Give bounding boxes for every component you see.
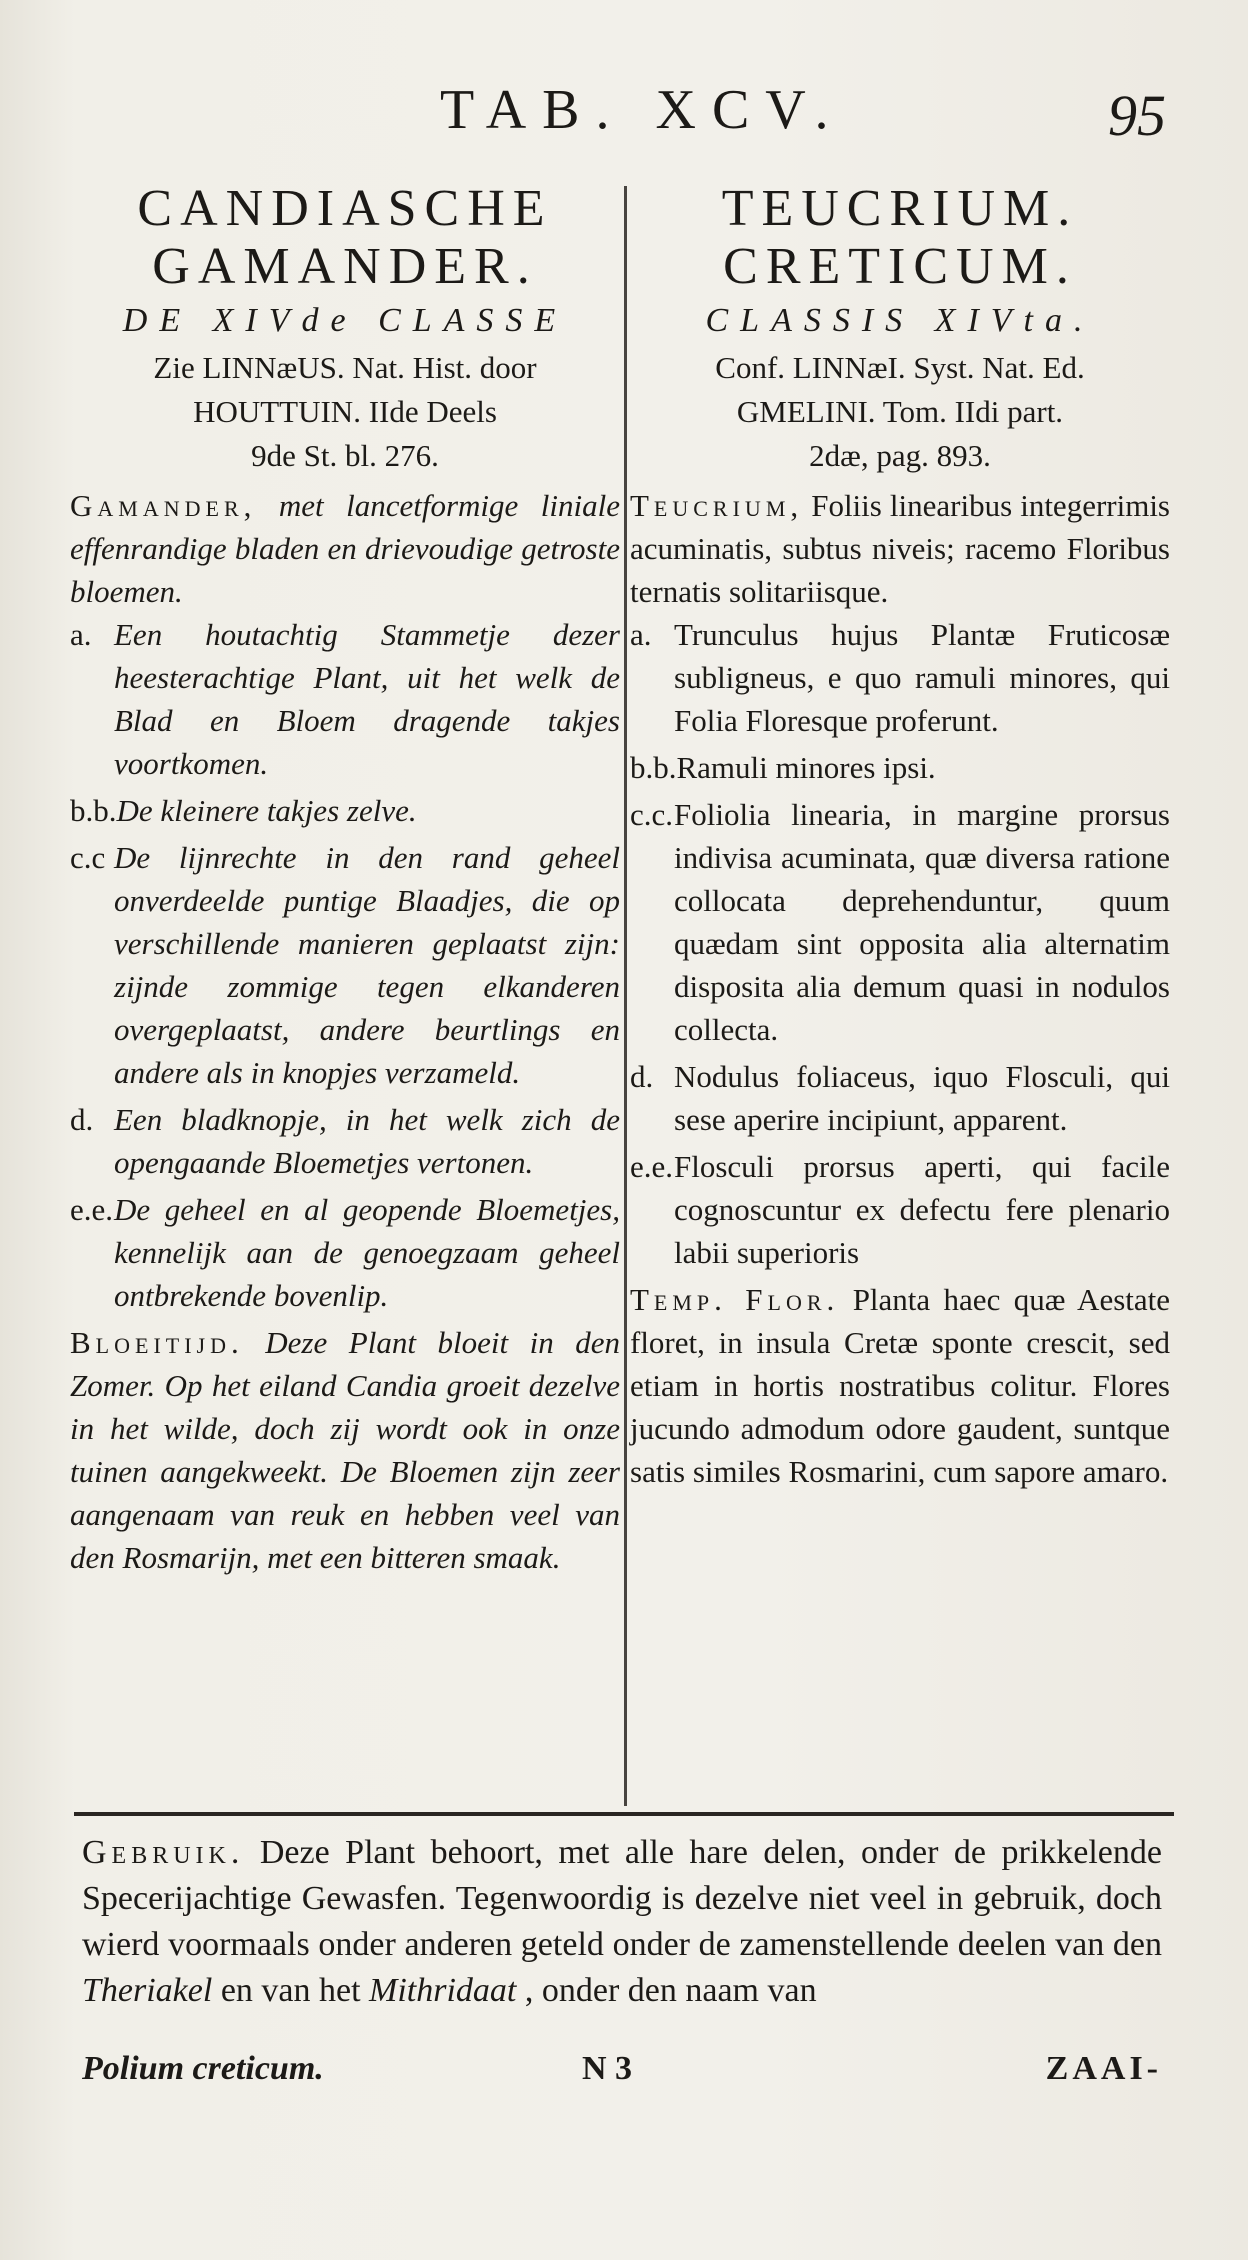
- dutch-lead-label: Gamander,: [70, 488, 257, 523]
- mithridaat: Mithridaat: [369, 1972, 517, 2009]
- dutch-reference-3: 9de St. bl. 276.: [251, 438, 439, 473]
- horizontal-rule: [74, 1812, 1174, 1816]
- page-foot: [82, 2050, 1162, 2100]
- dutch-item-d: d. Een bladknopje, in het welk zich de opengaande Bloemetjes vertonen.: [70, 1102, 620, 1180]
- dutch-lead-text: met lancetformige liniale effenrandige bladen en drievoudige getroste bloemen.: [70, 488, 621, 609]
- column-divider: [624, 186, 627, 1806]
- dutch-reference-2: HOUTTUIN. IIde Deels: [193, 394, 497, 429]
- page-number: 95: [1108, 83, 1166, 148]
- dutch-description: [70, 484, 620, 1579]
- latin-reference-1: Conf. LINNæI. Syst. Nat. Ed.: [715, 350, 1085, 385]
- latin-description: [630, 484, 1170, 1493]
- dutch-item-a: a. Een houtachtig Stammetje dezer heesterachtige Plant, uit het welk de Blad en Bloem dragende takjes voortkomen.: [70, 617, 620, 781]
- latin-item-e: e.e. Flosculi prorsus aperti, qui facile cognoscuntur ex defectu fere plenario labii superioris: [630, 1149, 1170, 1270]
- polium-creticum: Polium creticum.: [82, 2050, 324, 2087]
- dutch-classe: DE XIVde CLASSE: [122, 302, 568, 339]
- gebruik-paragraph: Gebruik. Deze Plant behoort, met alle hare delen, onder de prikkelende Specerijachtige Gewasfen. Tegenwoordig is dezelve niet veel in gebruik, doch wierd voormaals onder anderen geteld onder de zamenstellende deelen van den Theriakel en van het Mithridaat , onder den naam van: [82, 1834, 1162, 2009]
- latin-reference-2: GMELINI. Tom. IIdi part.: [736, 394, 1064, 429]
- latin-column: [630, 180, 1170, 1493]
- dutch-item-c: c.c De lijnrechte in den rand geheel onverdeelde puntige Blaadjes, die op verschillende manieren geplaatst zijn: zijnde zommige tegen elkanderen overgeplaatst, andere beurtlings en andere als in knopjes verzameld.: [70, 840, 620, 1090]
- dutch-lead: [70, 484, 620, 613]
- latin-item-a: a. Trunculus hujus Plantæ Fruticosæ subligneus, e quo ramuli minores, qui Folia Floresque proferunt.: [630, 617, 1170, 738]
- latin-item-d: d. Nodulus foliaceus, iquo Flosculi, qui sese aperire incipiunt, apparent.: [630, 1059, 1170, 1137]
- theriakel: Theriakel: [82, 1972, 213, 2009]
- latin-title-line-2: CRETICUM.: [723, 238, 1077, 295]
- page-header: [0, 78, 1248, 158]
- dutch-bloeitijd: Bloeitijd. Deze Plant bloeit in den Zomer. Op het eiland Candia groeit dezelve in het wilde, doch zij wordt ook in onze tuinen aangekweekt. De Bloemen zijn zeer aangenaam van reuk en hebben veel van den Rosmarijn, met een bitteren smaak.: [70, 1325, 620, 1575]
- latin-temp-flor: Temp. Flor. Planta haec quæ Aestate floret, in insula Cretæ sponte crescit, sed etiam in hortis nostratibus colitur. Flores jucundo admodum odore gaudent, suntque satis similes Rosmarini, cum sapore amaro.: [630, 1282, 1171, 1489]
- latin-lead: [630, 484, 1170, 613]
- latin-item-c: c.c. Foliolia linearia, in margine prorsus indivisa acuminata, quæ diversa ratione collocata deprehenduntur, quum quædam sint opposita alia alternatim disposita alia demum quasi in nodulos collecta.: [630, 797, 1170, 1047]
- latin-classis: CLASSIS XIVta.: [705, 302, 1095, 339]
- signature-mark: N 3: [582, 2050, 633, 2087]
- dutch-title-line-1: CANDIASCHE: [137, 180, 553, 237]
- plate-title: TAB. XCV.: [440, 79, 845, 141]
- latin-item-b: b.b. Ramuli minores ipsi.: [630, 750, 936, 785]
- latin-reference-3: 2dæ, pag. 893.: [809, 438, 991, 473]
- dutch-column: [70, 180, 620, 1579]
- catchword: ZAAI-: [1045, 2050, 1162, 2087]
- dutch-item-b: b.b. De kleinere takjes zelve.: [70, 793, 417, 828]
- dutch-item-e: e.e. De geheel en al geopende Bloemetjes, kennelijk aan de genoegzaam geheel ontbrekende bovenlip.: [70, 1192, 620, 1313]
- dutch-title-line-2: GAMANDER.: [152, 238, 538, 295]
- latin-lead-label: Teucrium,: [630, 488, 804, 523]
- dutch-reference-1: Zie LINNæUS. Nat. Hist. door: [153, 350, 537, 385]
- latin-lead-text: Foliis linearibus integerrimis acuminatis, subtus niveis; racemo Floribus ternatis solitariisque.: [630, 488, 1170, 609]
- gebruik-label: Gebruik.: [82, 1834, 245, 1871]
- latin-title-line-1: TEUCRIUM.: [721, 180, 1079, 237]
